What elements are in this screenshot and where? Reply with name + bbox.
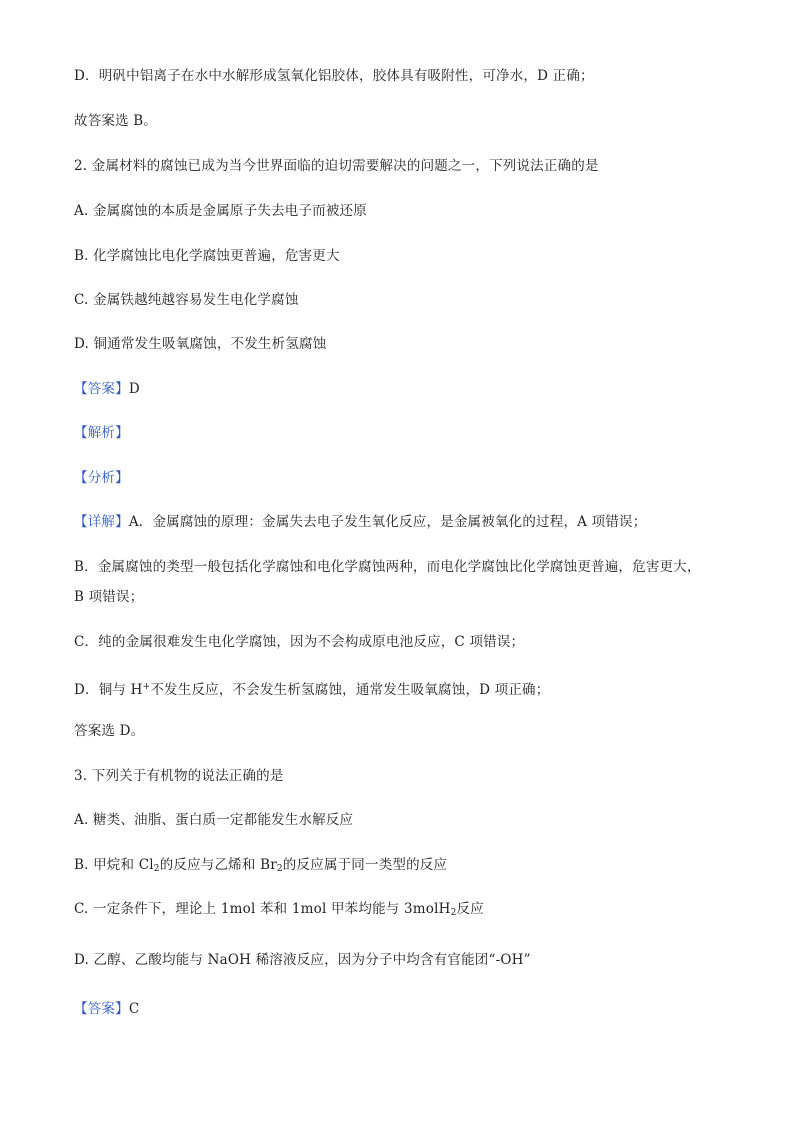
- question-2-stem: 2. 金属材料的腐蚀已成为当今世界面临的迫切需要解决的问题之一，下列说法正确的是: [74, 158, 599, 174]
- q3-option-c: [74, 900, 484, 922]
- detail-line: [74, 513, 646, 531]
- answer-line: [74, 380, 140, 398]
- answer-value: C: [128, 1001, 140, 1017]
- subscript: 2: [450, 908, 457, 918]
- superscript: +: [142, 682, 151, 692]
- analysis-tag: 【解析】: [74, 425, 129, 441]
- text-segment: 不发生反应，不会发生析氢腐蚀，通常发生吸氧腐蚀，D 项正确；: [150, 682, 550, 698]
- subscript: 2: [276, 864, 283, 874]
- text-line: 故答案选 B。: [74, 113, 158, 129]
- option-d: D. 铜通常发生吸氧腐蚀，不发生析氢腐蚀: [74, 336, 327, 352]
- explanation-b-line2: B 项错误；: [74, 589, 144, 605]
- question-3-stem: 3. 下列关于有机物的说法正确的是: [74, 768, 284, 784]
- text-segment: B. 甲烷和 Cl: [74, 857, 154, 873]
- text-segment: 的反应与乙烯和 Br: [159, 857, 277, 873]
- q3-option-a: A. 糖类、油脂、蛋白质一定都能发生水解反应: [74, 812, 354, 828]
- text-segment: D．铜与 H: [74, 682, 143, 698]
- option-c: C. 金属铁越纯越容易发生电化学腐蚀: [74, 292, 299, 308]
- explanation-c: C．纯的金属很难发生电化学腐蚀，因为不会构成原电池反应，C 项错误；: [74, 634, 525, 650]
- explanation-d: [74, 678, 549, 699]
- subscript: 2: [153, 864, 160, 874]
- option-b: B. 化学腐蚀比电化学腐蚀更普遍，危害更大: [74, 248, 340, 264]
- conclusion: 答案选 D。: [74, 723, 145, 739]
- text-segment: 反应: [456, 901, 484, 917]
- answer-tag: 【答案】: [74, 1001, 129, 1017]
- detail-text: A．金属腐蚀的原理：金属失去电子发生氧化反应，是金属被氧化的过程，A 项错误；: [128, 514, 647, 530]
- q3-option-b: [74, 856, 447, 878]
- text-segment: C. 一定条件下，理论上 1mol 苯和 1mol 甲苯均能与 3molH: [74, 901, 451, 917]
- answer-tag: 【答案】: [74, 381, 129, 397]
- fenxi-tag: 【分析】: [74, 470, 129, 486]
- q3-option-d: D. 乙醇、乙酸均能与 NaOH 稀溶液反应，因为分子中均含有官能团“-OH”: [74, 952, 531, 968]
- explanation-b-line1: B．金属腐蚀的类型一般包括化学腐蚀和电化学腐蚀两种，而电化学腐蚀比化学腐蚀更普遍，危害更大，: [74, 559, 701, 575]
- detail-tag: 【详解】: [74, 514, 129, 530]
- q3-answer-line: [74, 1000, 139, 1018]
- answer-value: D: [128, 381, 140, 397]
- text-line: D．明矾中铝离子在水中水解形成氢氧化铝胶体，胶体具有吸附性，可净水，D 正确；: [74, 68, 594, 84]
- option-a: A. 金属腐蚀的本质是金属原子失去电子而被还原: [74, 203, 367, 219]
- text-segment: 的反应属于同一类型的反应: [282, 857, 448, 873]
